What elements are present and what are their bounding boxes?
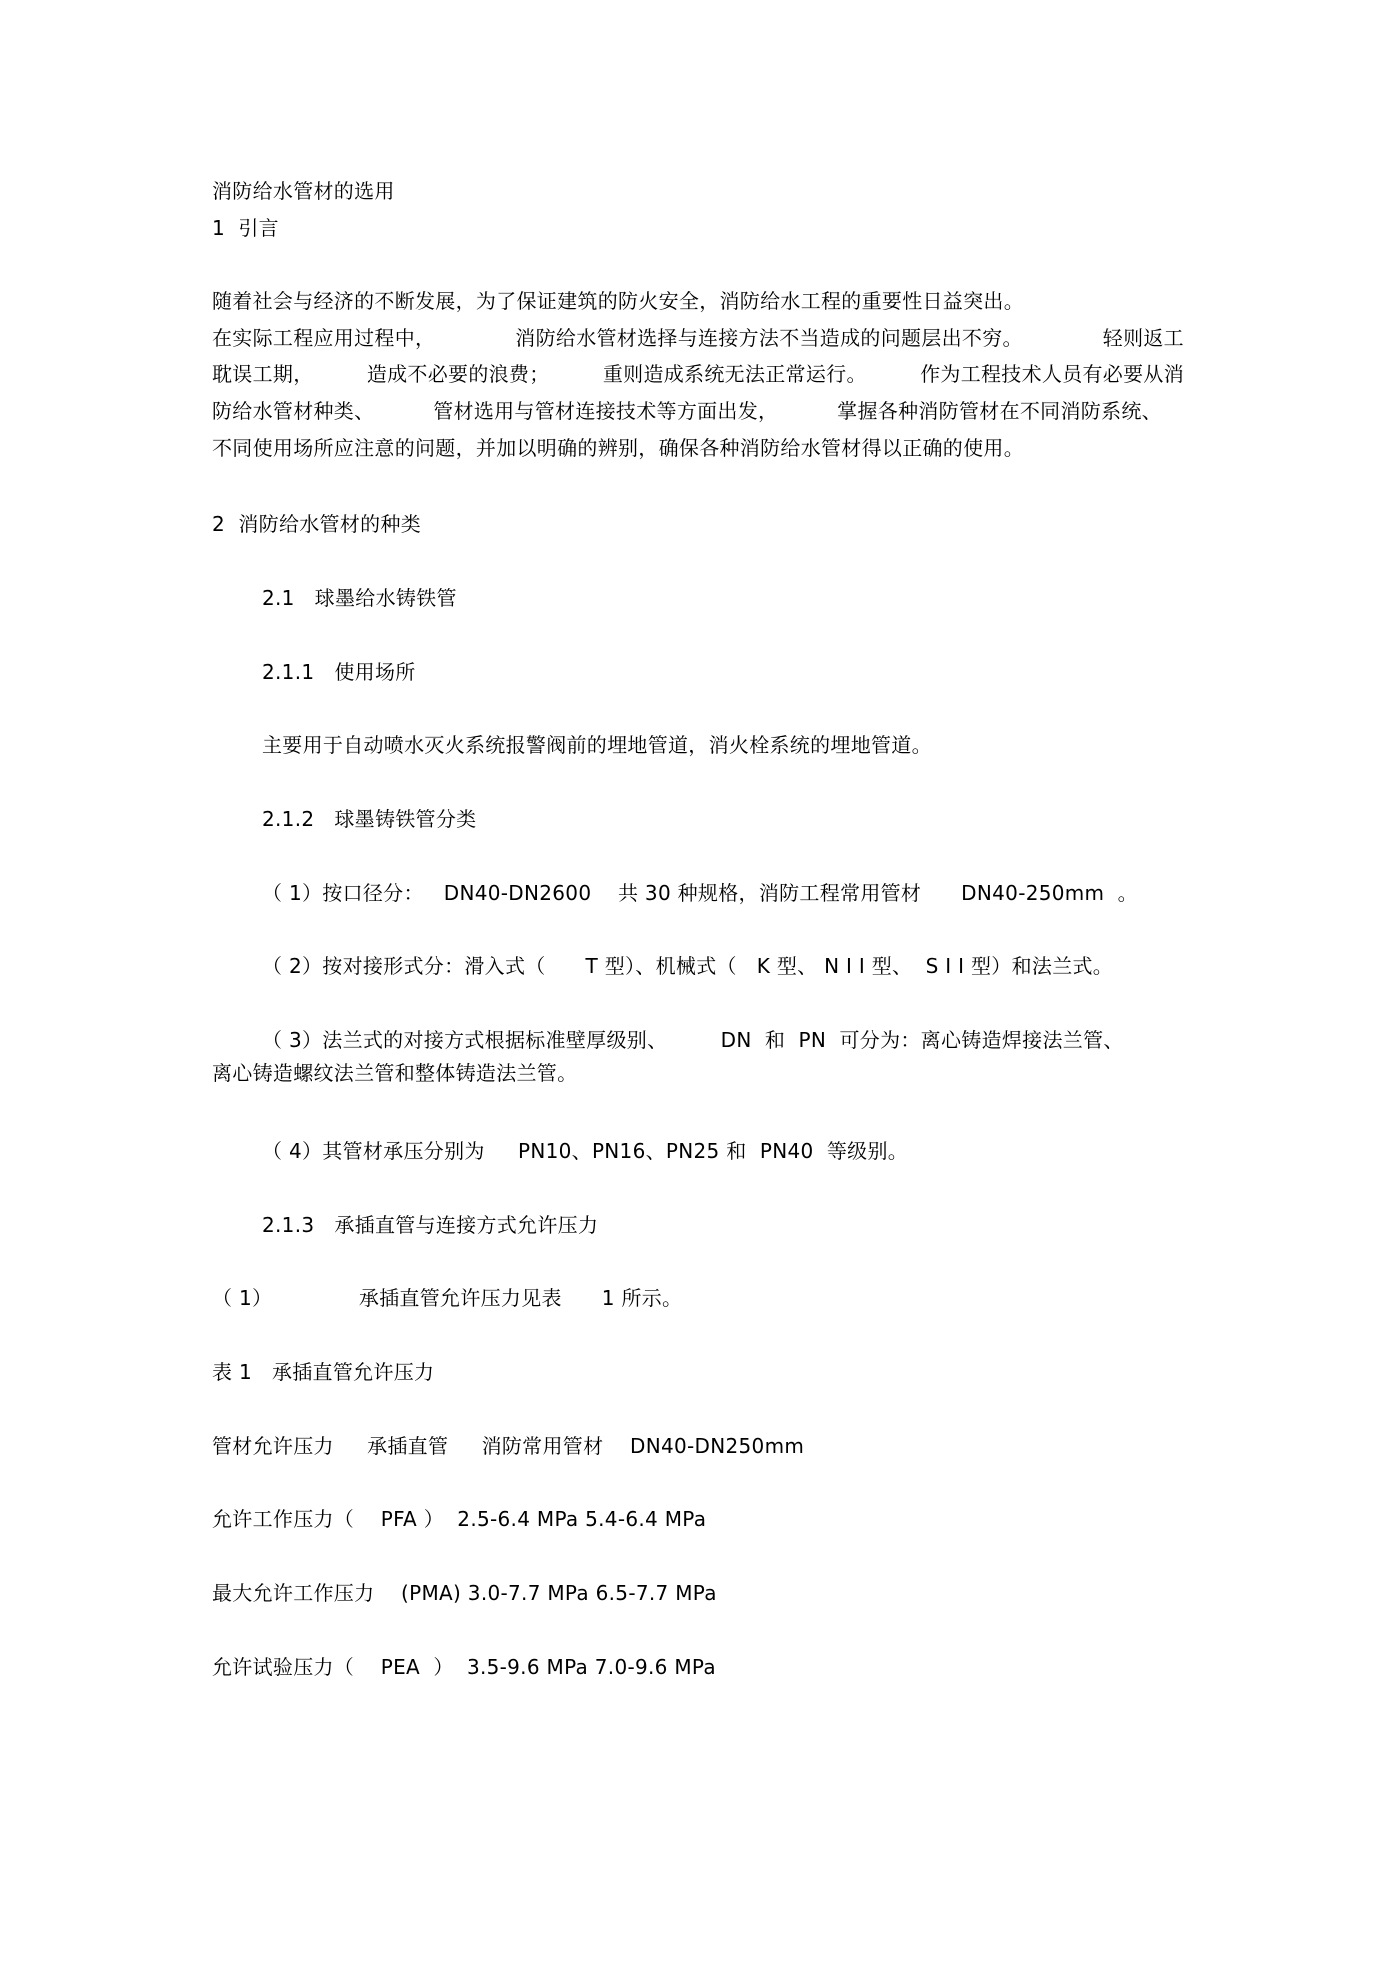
document-title: 消防给水管材的选用 — [212, 179, 395, 203]
intro-line-2: 在实际工程应用过程中， 消防给水管材选择与连接方法不当造成的问题层出不穷。 轻则返工 — [212, 326, 1184, 350]
table-caption: 表 1 承插直管允许压力 — [212, 1360, 435, 1384]
table-row: 允许试验压力（ PEA ） 3.5-9.6 MPa 7.0-9.6 MPa — [212, 1655, 716, 1679]
paragraph-usage: 主要用于自动喷水灭火系统报警阀前的埋地管道，消火栓系统的埋地管道。 — [262, 733, 932, 757]
list-item-1: （ 1）按口径分： DN40-DN2600 共 30 种规格，消防工程常用管材 DN40-250mm 。 — [262, 881, 1138, 905]
intro-line-1: 随着社会与经济的不断发展，为了保证建筑的防火安全，消防给水工程的重要性日益突出。 — [212, 289, 1024, 313]
paragraph-pressure-ref: （ 1） 承插直管允许压力见表 1 所示。 — [212, 1286, 683, 1310]
subsection-heading-2-1-2: 2.1.2 球墨铸铁管分类 — [262, 807, 477, 831]
table-header-row: 管材允许压力 承插直管 消防常用管材 DN40-DN250mm — [212, 1434, 805, 1458]
subsection-heading-2-1-1: 2.1.1 使用场所 — [262, 660, 416, 684]
list-item-4: （ 4）其管材承压分别为 PN10、PN16、PN25 和 PN40 等级别。 — [262, 1139, 909, 1163]
list-item-2: （ 2）按对接形式分：滑入式（ T 型）、机械式（ K 型、 N I I 型、 S I I 型）和法兰式。 — [262, 954, 1114, 978]
intro-line-5: 不同使用场所应注意的问题，并加以明确的辨别，确保各种消防给水管材得以正确的使用。 — [212, 436, 1024, 460]
subsection-heading-2-1: 2.1 球墨给水铸铁管 — [262, 586, 457, 610]
list-item-3-line-1: （ 3）法兰式的对接方式根据标准壁厚级别、 DN 和 PN 可分为：离心铸造焊接法兰管、 — [262, 1028, 1124, 1052]
section-heading-1: 1 引言 — [212, 216, 279, 240]
intro-line-4: 防给水管材种类、 管材选用与管材连接技术等方面出发， 掌握各种消防管材在不同消防系统、 — [212, 399, 1162, 423]
list-item-3-line-2: 离心铸造螺纹法兰管和整体铸造法兰管。 — [212, 1061, 578, 1085]
table-row: 允许工作压力（ PFA ） 2.5-6.4 MPa 5.4-6.4 MPa — [212, 1507, 707, 1531]
table-row: 最大允许工作压力 (PMA) 3.0-7.7 MPa 6.5-7.7 MPa — [212, 1581, 717, 1605]
intro-line-3: 耽误工期， 造成不必要的浪费； 重则造成系统无法正常运行。 作为工程技术人员有必要从消 — [212, 362, 1184, 386]
subsection-heading-2-1-3: 2.1.3 承插直管与连接方式允许压力 — [262, 1213, 599, 1237]
section-heading-2: 2 消防给水管材的种类 — [212, 512, 422, 536]
